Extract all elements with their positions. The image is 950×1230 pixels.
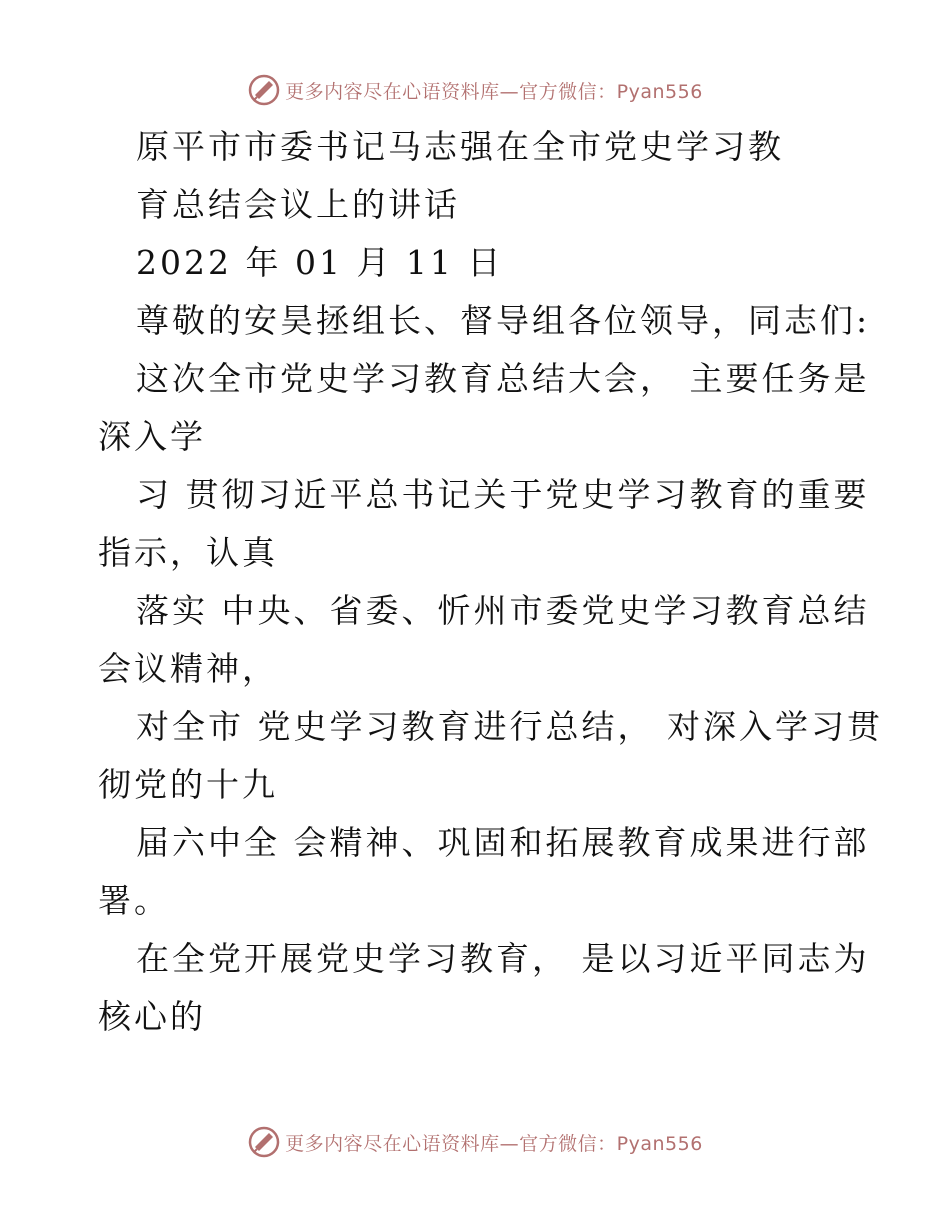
logo-icon	[247, 1125, 281, 1159]
doc-line: 这次全市党史学习教育总结大会， 主要任务是	[136, 359, 870, 398]
doc-line: 指示，认真	[98, 533, 278, 572]
doc-line: 落实 中央、省委、忻州市委党史学习教育总结	[136, 591, 870, 630]
doc-line: 2022 年 01 月 11 日	[136, 243, 504, 282]
watermark-text: 更多内容尽在心语资料库—官方微信：Pyan556	[285, 1132, 703, 1155]
doc-line: 对全市 党史学习教育进行总结， 对深入学习贯	[136, 707, 883, 746]
footer-watermark	[0, 1122, 950, 1162]
doc-line: 习 贯彻习近平总书记关于党史学习教育的重要	[136, 475, 870, 514]
doc-line: 核心的	[98, 997, 206, 1036]
doc-line: 届六中全 会精神、巩固和拓展教育成果进行部	[136, 823, 870, 862]
watermark-text: 更多内容尽在心语资料库—官方微信：Pyan556	[285, 80, 703, 103]
header-watermark	[0, 70, 950, 110]
logo-icon	[247, 73, 281, 107]
document-body	[98, 118, 883, 1046]
doc-line: 尊敬的安昊拯组长、督导组各位领导，同志们:	[136, 301, 871, 340]
doc-line: 会议精神，	[98, 649, 278, 688]
doc-line: 育总结会议上的讲话	[136, 185, 460, 224]
doc-line: 彻党的十九	[98, 765, 278, 804]
doc-line: 深入学	[98, 417, 206, 456]
doc-line: 署。	[98, 881, 170, 920]
doc-line: 原平市市委书记马志强在全市党史学习教	[136, 127, 784, 166]
doc-line: 在全党开展党史学习教育， 是以习近平同志为	[136, 939, 870, 978]
